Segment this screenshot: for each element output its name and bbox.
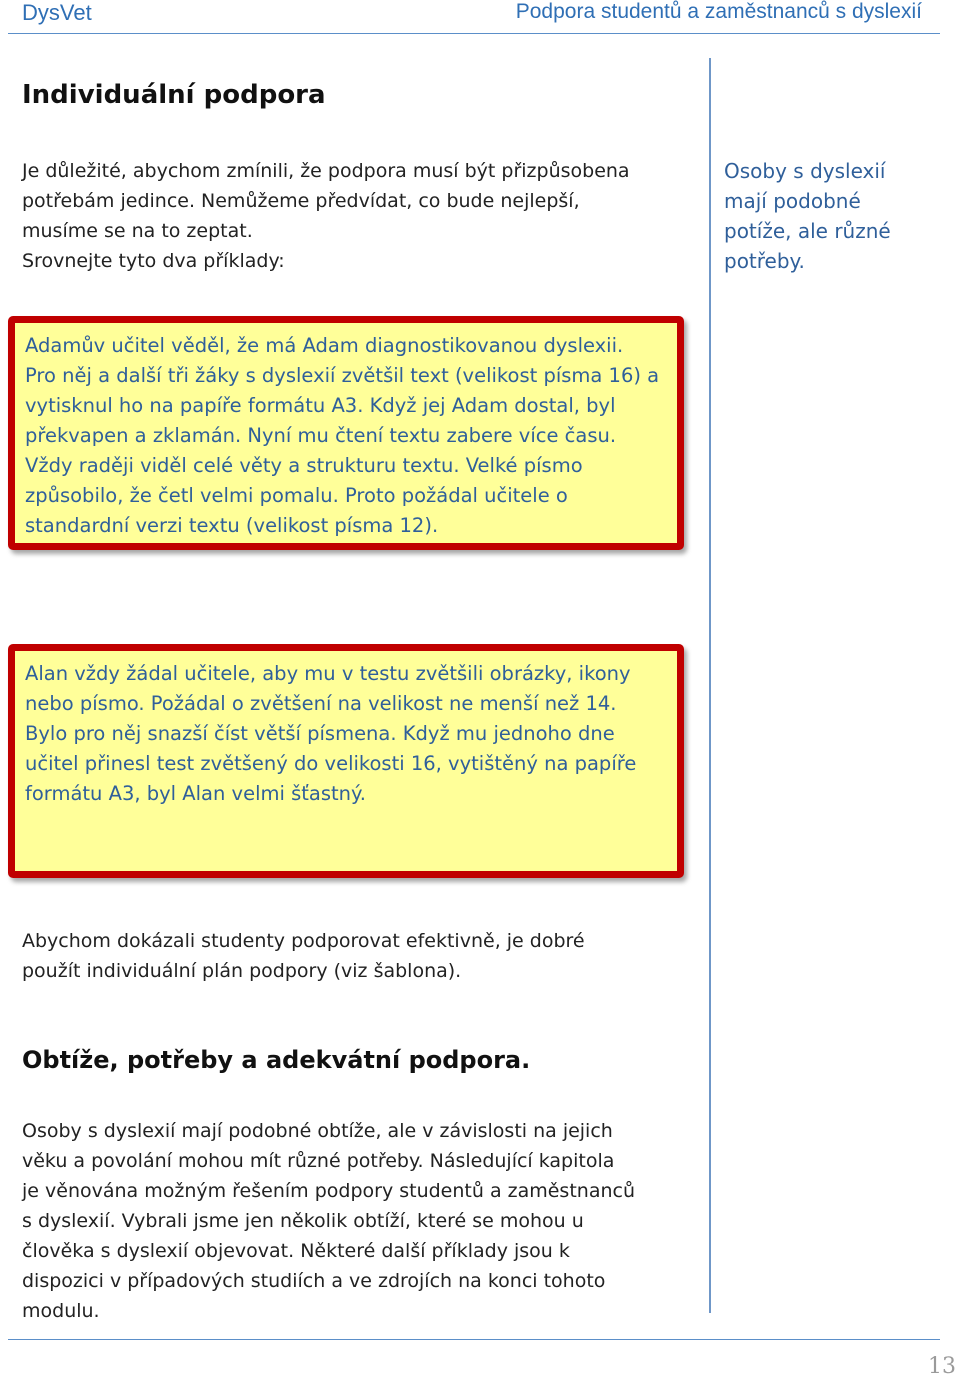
text-line: Abychom dokázali studenty podporovat efektivně, je dobré: [22, 930, 585, 952]
margin-note: [724, 156, 924, 276]
text-line: musíme se na to zeptat.: [22, 220, 253, 242]
example-box-adam: [8, 316, 684, 550]
section-heading-difficulties: Obtíže, potřeby a adekvátní podpora.: [22, 1046, 531, 1074]
text-line: Bylo pro něj snazší číst větší písmena. Když mu jednoho dne: [25, 722, 615, 745]
text-line: dispozici v případových studiích a ve zdrojích na konci tohoto: [22, 1270, 606, 1292]
text-line: s dyslexií. Vybrali jsme jen několik obtíží, které se mohou u: [22, 1210, 584, 1232]
text-line: je věnována možným řešením podpory studentů a zaměstnanců: [22, 1180, 636, 1202]
text-line: učitel přinesl test zvětšený do velikosti 16, vytištěný na papíře: [25, 752, 637, 775]
text-line: Osoby s dyslexií mají podobné obtíže, ale v závislosti na jejich: [22, 1120, 613, 1142]
text-line: potřeby.: [724, 249, 805, 273]
text-line: způsobilo, že četl velmi pomalu. Proto požádal učitele o: [25, 484, 568, 507]
text-line: Vždy raději viděl celé věty a strukturu textu. Velké písmo: [25, 454, 583, 477]
text-line: Srovnejte tyto dva příklady:: [22, 250, 285, 272]
text-line: nebo písmo. Požádal o zvětšení na velikost ne menší než 14.: [25, 692, 617, 715]
text-line: potíže, ale různé: [724, 219, 891, 243]
text-line: člověka s dyslexií objevovat. Některé další příklady jsou k: [22, 1240, 570, 1262]
support-plan-paragraph: [22, 926, 702, 986]
header-document-title: Podpora studentů a zaměstnanců s dyslexií: [515, 0, 922, 23]
header-divider: [8, 33, 940, 34]
text-line: věku a povolání mohou mít různé potřeby. Následující kapitola: [22, 1150, 615, 1172]
text-line: Adamův učitel věděl, že má Adam diagnostikovanou dyslexii.: [25, 334, 624, 357]
text-line: formátu A3, byl Alan velmi šťastný.: [25, 782, 367, 805]
difficulties-paragraph: [22, 1116, 702, 1326]
page-number: 13: [928, 1354, 956, 1379]
header-project-name: DysVet: [22, 0, 92, 25]
section-heading-individual-support: Individuální podpora: [22, 80, 326, 110]
text-line: Je důležité, abychom zmínili, že podpora musí být přizpůsobena: [22, 160, 630, 182]
text-line: Alan vždy žádal učitele, aby mu v testu zvětšili obrázky, ikony: [25, 662, 631, 685]
intro-paragraph: [22, 156, 702, 276]
text-line: překvapen a zklamán. Nyní mu čtení textu zabere více času.: [25, 424, 617, 447]
text-line: Pro něj a další tři žáky s dyslexií zvětšil text (velikost písma 16) a: [25, 364, 660, 387]
footer-divider: [8, 1339, 940, 1340]
margin-divider: [709, 58, 711, 1313]
text-line: Osoby s dyslexií: [724, 159, 886, 183]
example-box-alan: [8, 644, 684, 878]
text-line: standardní verzi textu (velikost písma 12).: [25, 514, 439, 537]
text-line: potřebám jedince. Nemůžeme předvídat, co bude nejlepší,: [22, 190, 580, 212]
text-line: vytisknul ho na papíře formátu A3. Když jej Adam dostal, byl: [25, 394, 616, 417]
text-line: použít individuální plán podpory (viz šablona).: [22, 960, 462, 982]
text-line: mají podobné: [724, 189, 861, 213]
text-line: modulu.: [22, 1300, 100, 1322]
